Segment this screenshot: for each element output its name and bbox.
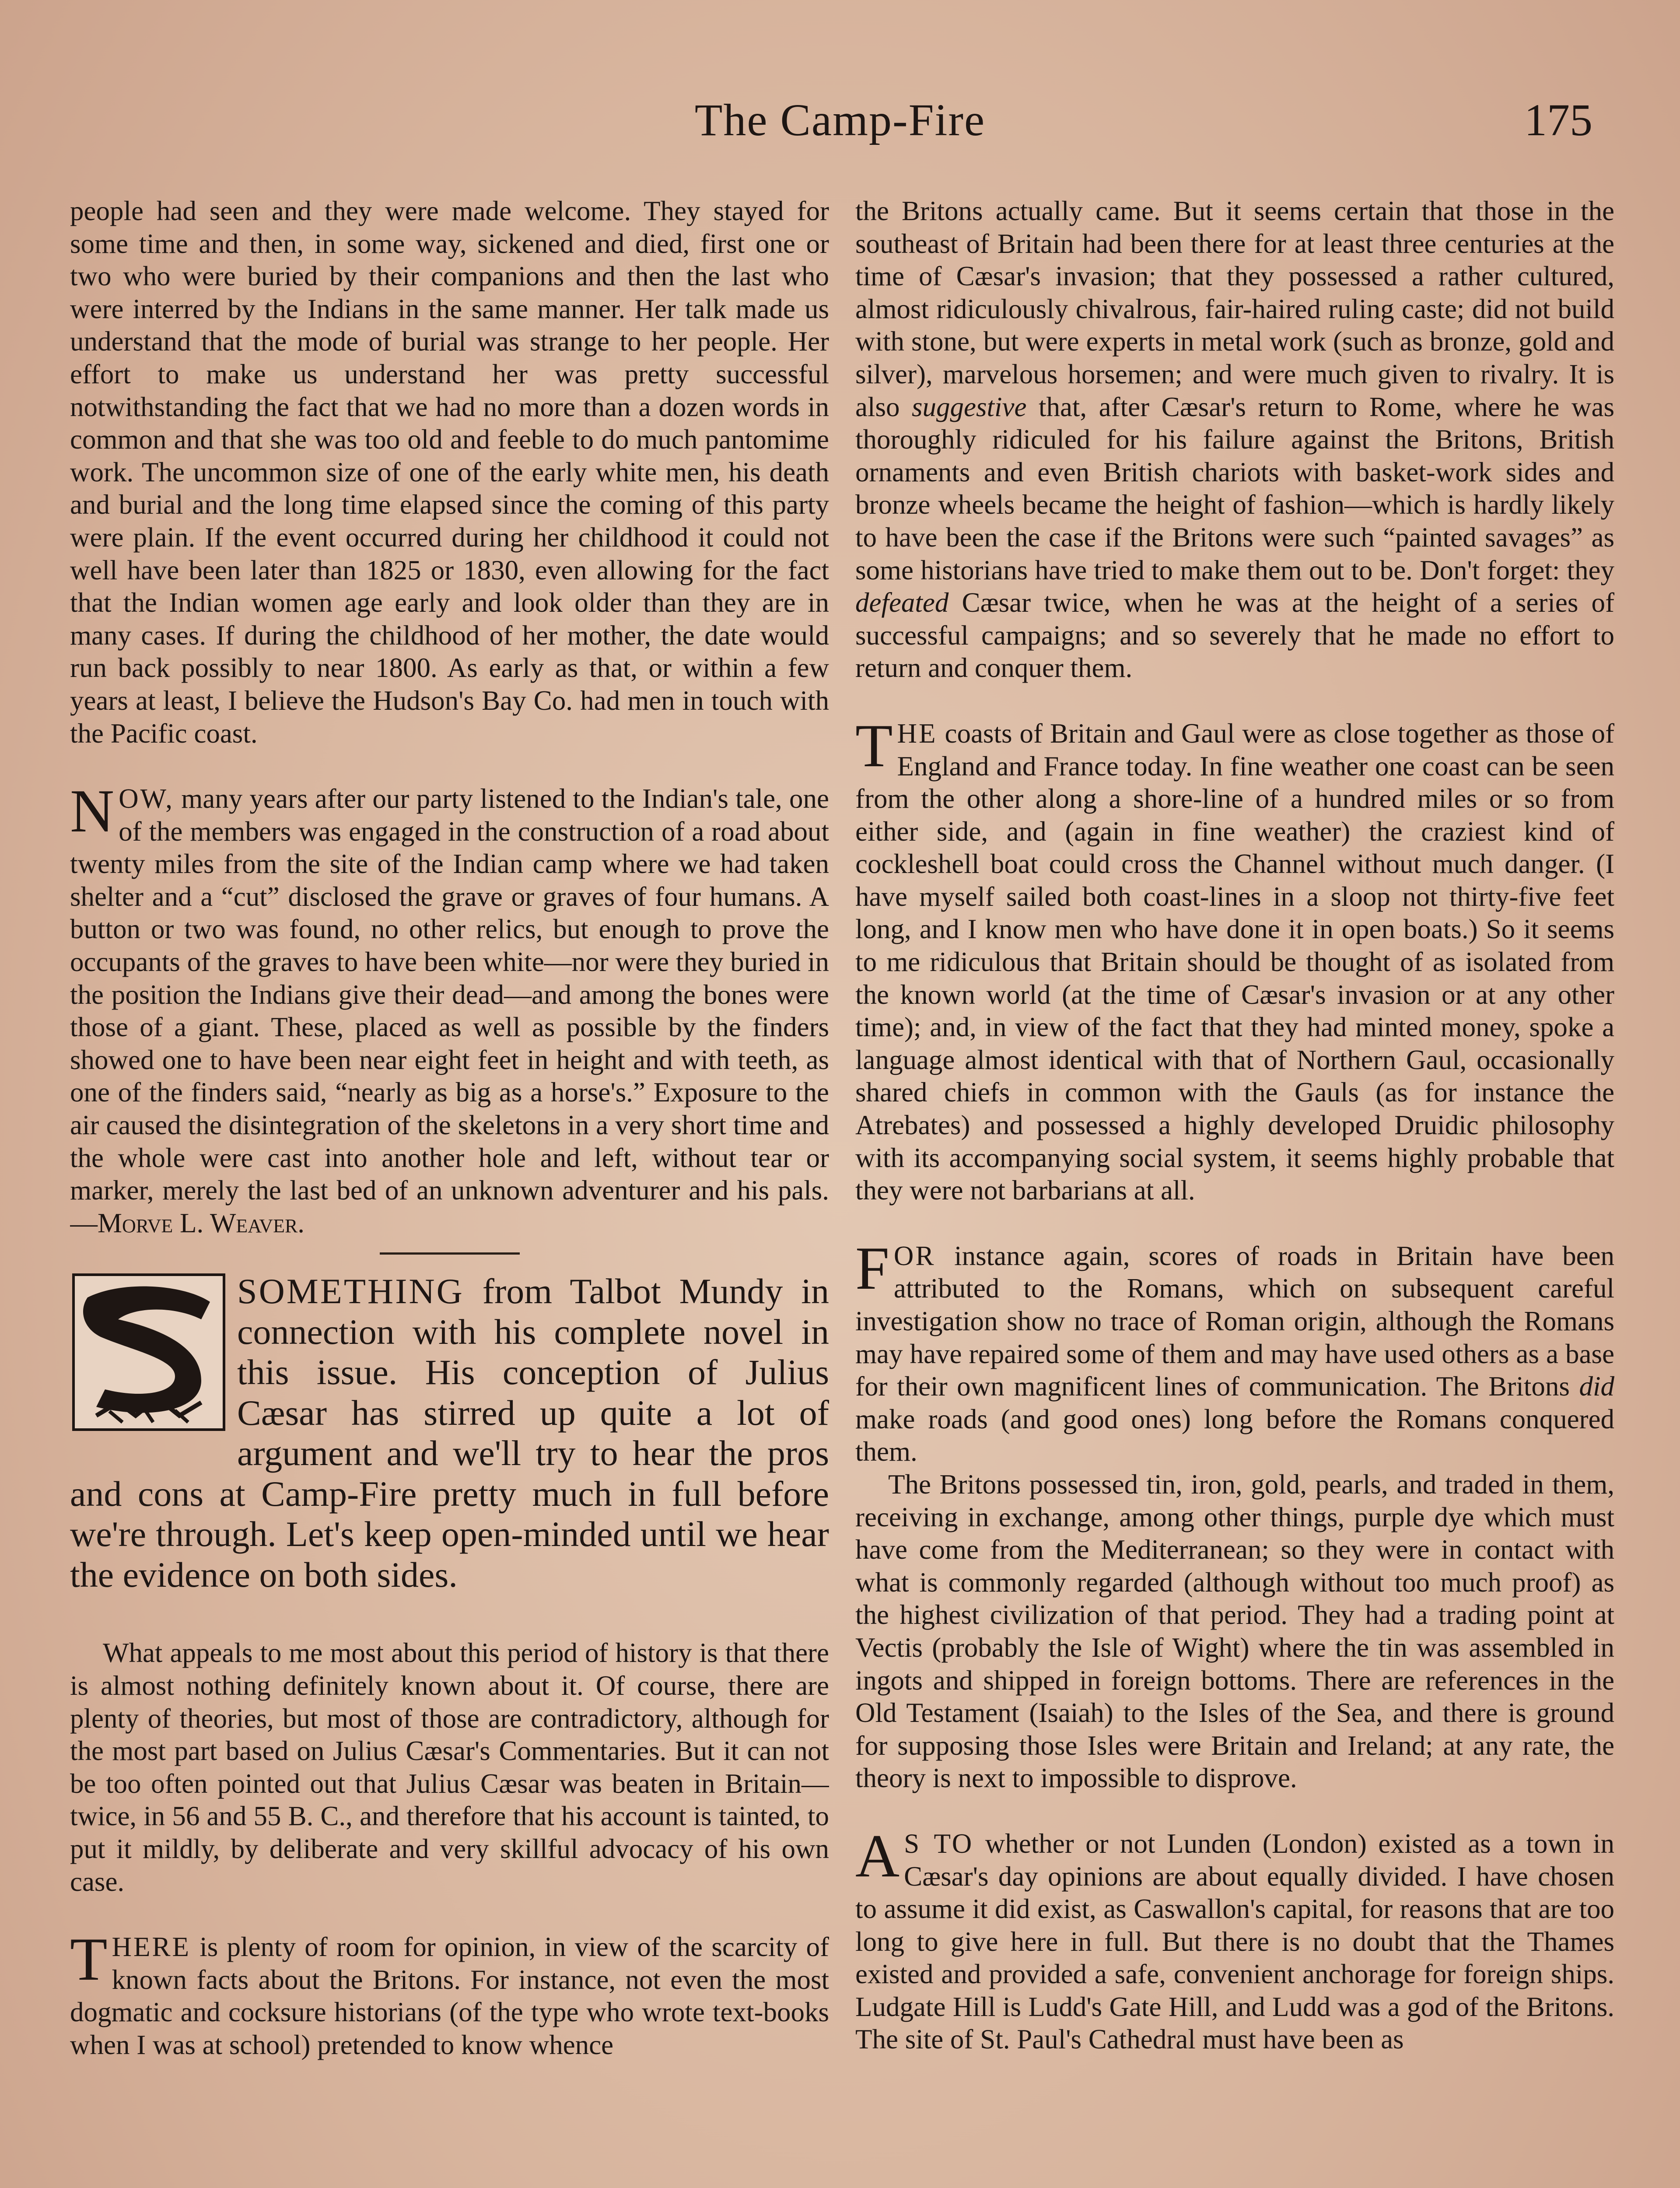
italic-word: defeated [855,587,949,618]
drop-cap: N [70,777,115,845]
camp-fire-intro [70,1271,829,1595]
drop-cap: T [855,712,893,780]
paragraph-lunden [855,1822,1614,2056]
paragraph-trade: The Britons possessed tin, iron, gold, pearls, and traded in them, receiving in exchange, among other things, purple dye which must have come from the Mediterranean; so they were in contact with what is commonly regarded (although without too much proof) as the highest civilization of that period. They had a trading point at Vectis (probably the Isle of Wight) where the tin was assembled in ingots and shipped in foreign bottoms. There are references in the Old Testament (Isaiah) to the Isles of the Sea, and there is ground for supposing those Isles were Britain and Ireland; at any rate, the theory is next to impossible to disprove. [855,1469,1614,1794]
drop-cap: T [70,1925,108,1994]
decorative-initial-s-icon [70,1271,228,1433]
lead-in: SOMETHING [237,1271,464,1311]
right-column [855,195,1614,2188]
paragraph-text: that, after Cæsar's return to Rome, where he was thoroughly ridiculed for his failure against the Britons, British ornaments and even British chariots with basket-work sides and bronze wheels became the height of fashion—which is hardly likely to have been the case if the Britons were such “painted savages” as some historians have tried to make them out to be. Don't forget: they [855,391,1614,586]
left-column [70,195,829,2188]
paragraph-roads [855,1234,1614,1468]
page-number: 175 [1524,95,1592,145]
paragraph-coasts [855,712,1614,1207]
italic-word: suggestive [912,391,1027,422]
paragraph-room-for-opinion [70,1925,829,2061]
paragraph-burial-story-end: people had seen and they were made welcome. They stayed for some time and then, in some way, sickened and died, first one or two who were buried by their companions and then the last who were interred by the Indians in the same manner. Her talk made us understand that the mode of burial was strange to her people. Her effort to make us understand her was pretty successful notwithstanding the fact that we had no more than a dozen words in common and that she was too old and feeble to do much pantomime work. The uncommon size of one of the early white men, his death and burial and the long time elapsed since the coming of this party were plain. If the event occurred during her childhood it could not well have been later than 1825 or 1830, even allowing for the fact that the Indian women age early and look older than they are in many cases. If during the childhood of her mother, the date would run back possibly to near 1800. As early as that, or within a few years at least, I believe the Hudson's Bay Co. had men in touch with the Pacific coast. [70,196,829,749]
paragraph-britons-origin [855,195,1614,684]
lead-in: HERE [112,1932,191,1963]
paragraph-graves-found [70,777,829,1239]
paragraph-text: from Talbot Mundy in connection with his complete novel in this issue. His conception of Julius Cæsar has stirred up quite a lot of argument and we'll try to hear the pros and cons at Camp-Fire pretty much in full before we're through. Let's keep open-minded until we hear the evidence on both sides. [70,1271,829,1595]
signature: —Morve L. Weaver. [70,1207,305,1238]
page-header [0,94,1680,151]
paragraph-text: make roads (and good ones) long before the Romans conquered them. [855,1403,1614,1467]
paragraph-text: many years after our party listened to the Indian's tale, one of the members was engaged in the construction of a road about twenty miles from the site of the Indian camp where we had taken shelter and a “cut” disclosed the grave or graves of four humans. A button or two was found, no other relics, but enough to prove the occupants of the graves to have been white—nor were they buried in the position the Indians give their dead—and among the bones were those of a giant. These, placed as well as possible by the finders showed one to have been near eight feet in height and with teeth, as one of the finders said, “nearly as big as a horse's.” Exposure to the air caused the disintegration of the skeletons in a very short time and the whole were cast into another hole and left, without tear or marker, merely the last bed of an unknown adventurer and his pals. [70,783,829,1206]
paragraph-text: the Britons actually came. But it seems certain that those in the southeast of Britain had been there for at least three centuries at the time of Cæsar's invasion; that they possessed a rather cultured, almost ridiculously chivalrous, fair-haired ruling caste; did not build with stone, but were experts in metal work (such as bronze, gold and silver), marvelous horsemen; and were much given to rivalry. It is also [855,196,1614,422]
paragraph-text: instance again, scores of roads in Britain have been attributed to the Romans, which on subsequent careful investigation show no trace of Roman origin, although the Romans may have repaired some of them and may have used others as a base for their own magnificent lines of communication. The Britons [855,1240,1614,1402]
drop-cap: A [855,1822,900,1890]
lead-in: HE [897,718,938,749]
running-head: The Camp-Fire [694,95,986,145]
paragraph-text: whether or not Lunden (London) existed as a town in Cæsar's day opinions are about equally divided. I have chosen to assume it did exist, as Caswallon's capital, for reasons that are too long to give here in full. But there is no doubt that the Thames existed and provided a safe, convenient anchorage for foreign ships. Ludgate Hill is Ludd's Gate Hill, and Ludd was a god of the Britons. The site of St. Paul's Cathedral must have been as [855,1828,1614,2055]
lead-in: OR [893,1240,936,1271]
paragraph-text: Cæsar twice, when he was at the height of a series of successful campaigns; and so severely that he made no effort to return and conquer them. [855,587,1614,684]
lead-in: S TO [904,1828,974,1859]
paragraph-text: coasts of Britain and Gaul were as close together as those of England and France today. In fine weather one coast can be seen from the other along a shore-line of a hundred miles or so from either side, and (again in fine weather) the craziest kind of cockleshell boat could cross the Channel without much danger. (I have myself sailed both coast-lines in a sloop not thirty-five feet long, and I know men who have done it in open boats.) So it seems to me ridiculous that Britain should be thought of as isolated from the known world (at the time of Cæsar's invasion or at any other time); and, in view of the fact that they had minted money, spoke a language almost identical with that of Northern Gaul, occasionally shared chiefs in common with the Gauls (as for instance the Atrebates) and possessed a highly developed Druidic philosophy with its accompanying social system, it seems highly probable that they were not barbarians at all. [855,718,1614,1206]
lead-in: OW, [119,783,175,814]
italic-word: did [1579,1371,1614,1402]
drop-cap: F [855,1234,889,1302]
section-divider [380,1252,520,1255]
paragraph-text: is plenty of room for opinion, in view of the scarcity of known facts about the Britons. For instance, not even the most dogmatic and cocksure historians (of the type who wrote text-books when I was at school) pretended to know whence [70,1932,829,2060]
paragraph-period-of-history: What appeals to me most about this period of history is that there is almost nothing definitely known about it. Of course, there are plenty of theories, but most of those are contradictory, although for the most part based on Julius Cæsar's Commentaries. But it can not be too often pointed out that Julius Cæsar was beaten in Britain—twice, in 56 and 55 B. C., and therefore that his account is tainted, to put it mildly, by deliberate and very skillful advocacy of his own case. [70,1637,829,1897]
